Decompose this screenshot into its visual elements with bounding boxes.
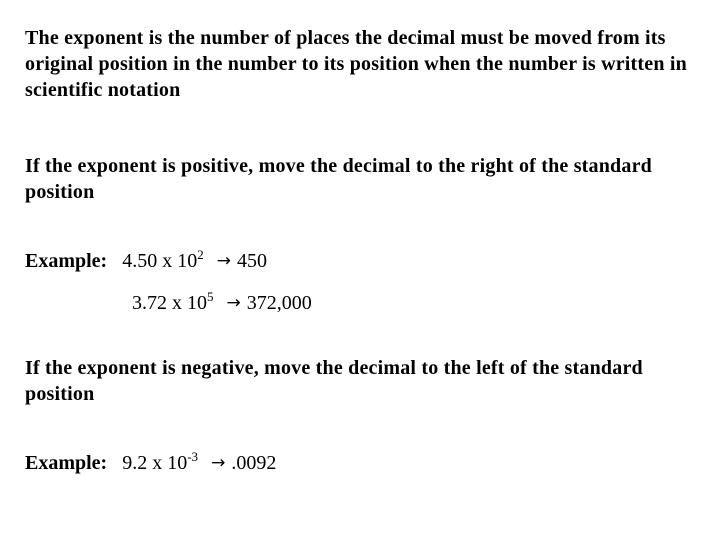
example-mantissa: 4.50 x 10 (122, 250, 198, 272)
exponent-definition-text: The exponent is the number of places the decimal must be moved from its original position in the number to its position when the number is written in scientific notation (25, 27, 687, 101)
negative-exponent-rule-text: If the exponent is negative, move the decimal to the left of the standard position (25, 357, 643, 405)
example-mantissa: 9.2 x 10 (122, 452, 188, 474)
right-arrow-icon: → (216, 251, 231, 271)
positive-exponent-rule-text: If the exponent is positive, move the decimal to the right of the standard position (25, 155, 652, 203)
example-result: 372,000 (246, 292, 312, 314)
example-mantissa: 3.72 x 10 (132, 292, 207, 314)
example-result: 450 (236, 250, 267, 272)
example-exponent: -3 (187, 449, 199, 464)
example-label: Example: (25, 452, 108, 474)
example-result: .0092 (231, 452, 277, 474)
right-arrow-icon: → (226, 293, 241, 313)
positive-example-1 (25, 248, 267, 276)
negative-example-1 (25, 450, 276, 478)
example-exponent: 2 (197, 247, 204, 262)
example-label: Example: (25, 250, 108, 272)
right-arrow-icon: → (211, 453, 226, 473)
example-exponent: 5 (207, 289, 214, 304)
positive-example-2 (132, 290, 312, 318)
